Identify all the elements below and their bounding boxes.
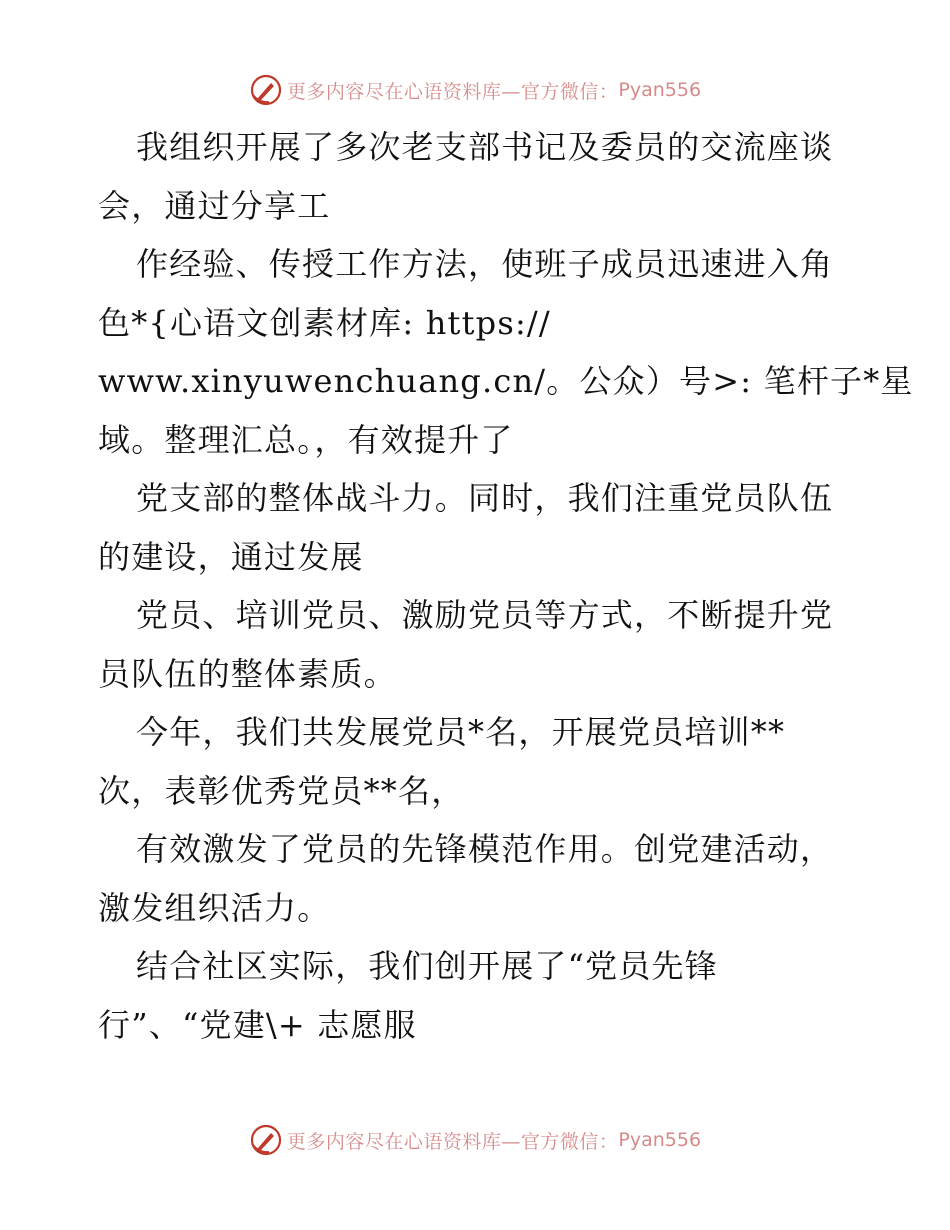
paragraph-line: 作经验、传授工作方法，使班子成员迅速进入角 bbox=[136, 245, 834, 283]
paragraph-line: www.xinyuwenchuang.cn/。公众）号>: 笔杆子*星 bbox=[98, 362, 914, 400]
footer-wechat-id: Pyan556 bbox=[618, 1129, 702, 1151]
footer-watermark-banner bbox=[0, 1120, 950, 1160]
paragraph-line: 域。整理汇总。，有效提升了 bbox=[98, 420, 514, 459]
header-watermark-banner bbox=[0, 70, 950, 110]
paragraph-line: 我组织开展了多次老支部书记及委员的交流座谈 bbox=[136, 128, 834, 166]
paragraph-line: 激发组织活力。 bbox=[98, 888, 331, 927]
paragraph-line: 员队伍的整体素质。 bbox=[98, 654, 397, 693]
pen-logo-icon bbox=[249, 73, 283, 107]
paragraph-line: 党员、培训党员、激励党员等方式，不断提升党 bbox=[136, 596, 834, 634]
paragraph-line: 次，表彰优秀党员**名， bbox=[98, 771, 465, 810]
paragraph-line: 党支部的整体战斗力。同时，我们注重党员队伍 bbox=[136, 479, 834, 517]
paragraph-line: 结合社区实际，我们创开展了“党员先锋 bbox=[136, 947, 718, 985]
paragraph-line: 会，通过分享工 bbox=[98, 186, 331, 225]
paragraph-line: 色*{心语文创素材库: https:// bbox=[98, 303, 551, 342]
paragraph-line: 今年，我们共发展党员*名，开展党员培训** bbox=[136, 713, 786, 751]
paragraph-line: 行”、“党建\+ 志愿服 bbox=[98, 1005, 417, 1044]
paragraph-line: 有效激发了党员的先锋模范作用。创党建活动， bbox=[136, 830, 834, 868]
pen-logo-icon bbox=[249, 1123, 283, 1157]
footer-watermark-text: 更多内容尽在心语资料库—官方微信： bbox=[286, 1130, 619, 1153]
header-wechat-id: Pyan556 bbox=[618, 79, 702, 101]
header-watermark-text: 更多内容尽在心语资料库—官方微信： bbox=[286, 80, 619, 103]
paragraph-line: 的建设，通过发展 bbox=[98, 537, 364, 576]
document-body bbox=[98, 118, 914, 1054]
